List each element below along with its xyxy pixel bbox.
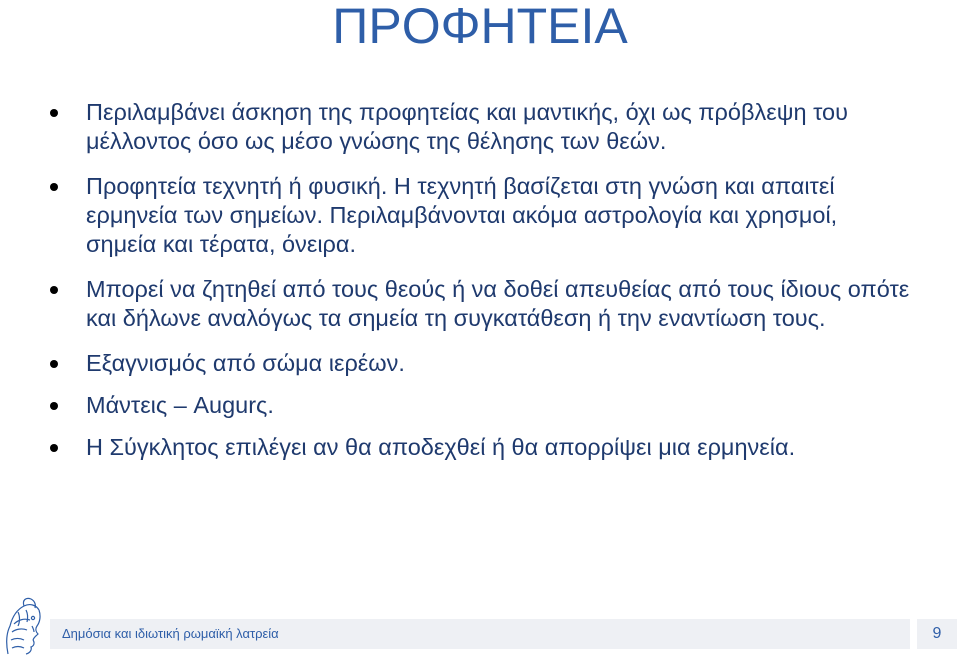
bullet-item xyxy=(50,172,910,259)
bullet-text: Προφητεία τεχνητή ή φυσική. Η τεχνητή βασίζεται στη γνώση και απαιτεί ερμηνεία των σημείων. Περιλαμβάνονται ακόμα αστρολογία και χρησμοί, σημεία και τέρατα, όνειρα. xyxy=(86,173,838,257)
bullet-text: Μάντεις – Augurς. xyxy=(86,392,274,418)
bullet-item xyxy=(50,349,910,378)
footer-title: Δημόσια και ιδιωτική ρωμαϊκή λατρεία xyxy=(62,626,279,641)
bullet-item xyxy=(50,98,910,156)
bullet-dot-icon xyxy=(50,360,58,368)
bullet-item xyxy=(50,275,910,333)
bullet-dot-icon xyxy=(50,183,58,191)
athena-head-logo-icon xyxy=(0,596,44,658)
bullet-item xyxy=(50,433,910,462)
bullet-text: Περιλαμβάνει άσκηση της προφητείας και μαντικής, όχι ως πρόβλεψη του μέλλοντος όσο ως μέσο γνώσης της θέλησης των θεών. xyxy=(86,99,848,154)
bullet-dot-icon xyxy=(50,286,58,294)
bullet-dot-icon xyxy=(50,109,58,117)
bullet-text: Μπορεί να ζητηθεί από τους θεούς ή να δοθεί απευθείας από τους ίδιους οπότε και δήλωνε αναλόγως τα σημεία τη συγκατάθεση ή την εναντίωση τους. xyxy=(86,276,910,331)
page-number: 9 xyxy=(932,625,942,642)
bullet-list xyxy=(50,98,910,478)
bullet-text: Εξαγνισμός από σώμα ιερέων. xyxy=(86,350,405,376)
slide-title: ΠΡΟΦΗΤΕΙΑ xyxy=(332,0,628,54)
bullet-item xyxy=(50,391,910,420)
bullet-dot-icon xyxy=(50,402,58,410)
bullet-text: Η Σύγκλητος επιλέγει αν θα αποδεχθεί ή θα απορρίψει μια ερμηνεία. xyxy=(86,434,796,460)
bullet-dot-icon xyxy=(50,444,58,452)
